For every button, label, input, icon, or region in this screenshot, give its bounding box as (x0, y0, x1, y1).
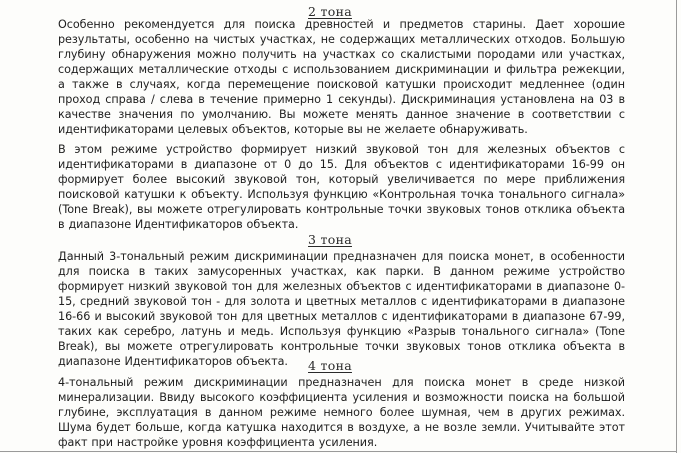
paragraph-4-tones: 4-тональный режим дискриминации предназначен для поиска монет в среде низкой минерализации. Ввиду высокого коэффициента усиления и возможности поиска на большой глубине, эксплуатация в данном режиме немного более шумная, чем в других режимах. Шума будет больше, когда катушка находится в воздухе, а не возле земли. Учитывайте этот факт при настройке уровня коэффициента усиления. (58, 376, 625, 449)
section-heading-2-tones: 2 тона (308, 4, 352, 19)
section-heading-4-tones: 4 тона (308, 358, 352, 373)
paragraph-3-tones: Данный 3-тональный режим дискриминации предназначен для поиска монет, в особенности для поиска в таких замусоренных участках, как парки. В данном режиме устройство формирует низкий звуковой тон для железных объектов с идентификаторами в диапазоне 0-15, средний звуковой тон - для золота и цветных металлов с идентификаторами в диапазоне 16-66 и высокий звуковой тон для цветных металлов с идентификаторами в диапазоне 67-99, таких как серебро, латунь и медь. Используя функцию «Разрыв тонального сигнала» (Tone Break), вы можете отрегулировать контрольные точки звуковых тонов отклика объекта в диапазоне Идентификаторов объекта. (58, 250, 625, 368)
paragraph-2-tones-overview: Особенно рекомендуется для поиска древностей и предметов старины. Дает хорошие результаты, особенно на чистых участках, не содержащих металлических отходов. Большую глубину обнаружения можно получить на участках со скалистыми породами или участках, содержащих металлические отходы с использованием дискриминации и фильтра режекции, а также в случаях, когда перемещение поисковой катушки происходит медленнее (один проход справа / слева в течение примерно 1 секунды). Дискриминация установлена на 03 в качестве значения по умолчанию. Вы можете менять данное значение в соответствии с идентификаторами целевых объектов, которые вы не желаете обнаруживать. (58, 18, 625, 136)
section-heading-3-tones: 3 тона (308, 232, 352, 247)
paragraph-2-tones-details: В этом режиме устройство формирует низкий звуковой тон для железных объектов с идентификаторами в диапазоне от 0 до 15. Для объектов с идентификаторами 16-99 он формирует более высокий звуковой тон, который увеличивается по мере приближения поисковой катушки к объекту. Используя функцию «Контрольная точка тонального сигнала» (Tone Break), вы можете отрегулировать контрольные точки звуковых тонов отклика объекта в диапазоне Идентификаторов объекта. (58, 143, 625, 231)
page-border-right (676, 0, 677, 453)
page-border-bottom (0, 451, 677, 452)
